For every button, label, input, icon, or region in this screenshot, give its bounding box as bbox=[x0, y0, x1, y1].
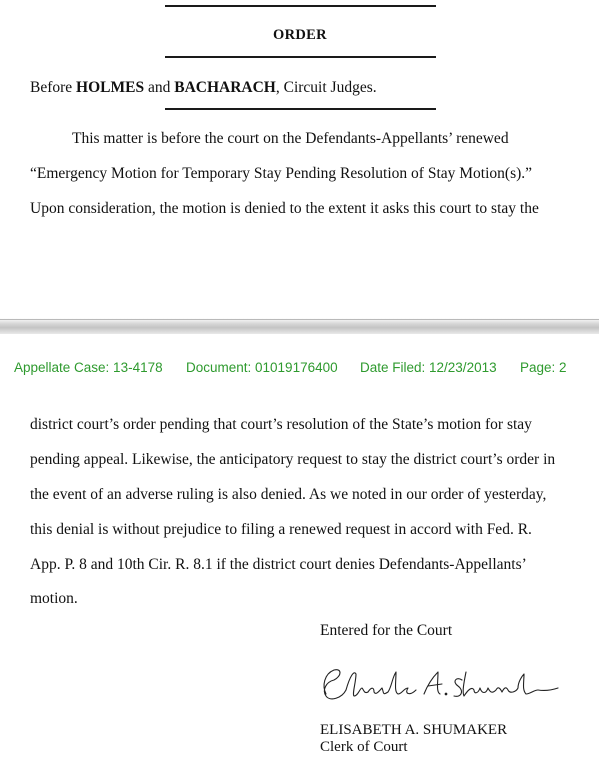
body-line-8: App. P. 8 and 10th Cir. R. 8.1 if the district court denies Defendants-Appellants’ bbox=[30, 556, 527, 573]
title-rule bbox=[165, 56, 436, 58]
body-line-4: district court’s order pending that court’s resolution of the State’s motion for stay bbox=[30, 416, 532, 433]
document-number: Document: 01019176400 bbox=[186, 360, 338, 375]
before-suffix: , Circuit Judges. bbox=[275, 79, 377, 96]
case-number: Appellate Case: 13-4178 bbox=[14, 360, 163, 375]
clerk-name: ELISABETH A. SHUMAKER bbox=[320, 722, 508, 738]
body-line-7: this denial is without prejudice to filing a renewed request in accord with Fed. R. bbox=[30, 521, 532, 538]
date-filed: Date Filed: 12/23/2013 bbox=[360, 360, 497, 375]
top-rule bbox=[165, 5, 436, 7]
clerk-signature bbox=[312, 660, 562, 710]
body-line-5: pending appeal. Likewise, the anticipatory request to stay the district court’s order in bbox=[30, 451, 556, 468]
body-line-2: “Emergency Motion for Temporary Stay Pending Resolution of Stay Motion(s).” bbox=[30, 165, 533, 182]
page-number: Page: 2 bbox=[520, 360, 567, 375]
body-line-1: This matter is before the court on the Defendants-Appellants’ renewed bbox=[72, 130, 509, 147]
page-separator-line bbox=[0, 319, 599, 320]
page-separator bbox=[0, 318, 599, 334]
body-line-6: the event of an adverse ruling is also denied. As we noted in our order of yesterday, bbox=[30, 486, 547, 503]
before-prefix: Before bbox=[30, 79, 73, 96]
panel-line bbox=[30, 79, 377, 97]
body-line-3: Upon consideration, the motion is denied to the extent it asks this court to stay the bbox=[30, 200, 539, 217]
panel-rule bbox=[165, 108, 436, 110]
entered-for-court: Entered for the Court bbox=[320, 622, 453, 639]
judge-bacharach: BACHARACH bbox=[174, 79, 276, 96]
and-word: and bbox=[147, 79, 171, 96]
body-line-9: motion. bbox=[30, 590, 78, 607]
order-title: ORDER bbox=[273, 27, 327, 43]
clerk-title: Clerk of Court bbox=[320, 739, 408, 755]
judge-holmes: HOLMES bbox=[76, 79, 145, 96]
